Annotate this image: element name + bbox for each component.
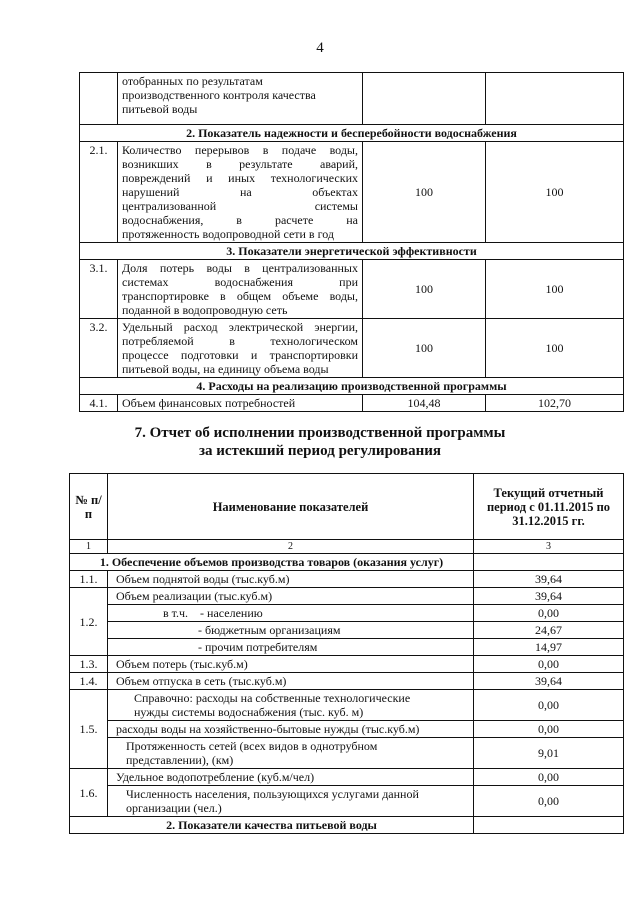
value-cell: 100 xyxy=(486,319,624,378)
value-cell: 100 xyxy=(486,142,624,243)
index-cell: 2 xyxy=(108,540,474,554)
row-number: 4.1. xyxy=(80,395,118,412)
row-number: 1.2. xyxy=(70,588,108,656)
value-cell: 102,70 xyxy=(486,395,624,412)
table-row xyxy=(70,588,624,605)
table-row xyxy=(70,673,624,690)
text-line: централизованной системы xyxy=(122,199,358,213)
page-number: 4 xyxy=(316,40,324,56)
index-cell: 3 xyxy=(474,540,624,554)
title-line: за истекший период регулирования xyxy=(198,443,442,459)
header-period: Текущий отчетный период с 01.11.2015 по 31.12.2015 гг. xyxy=(474,474,624,540)
section-row xyxy=(80,378,624,395)
section-row xyxy=(70,554,624,571)
text-line: системах водоснабжения при xyxy=(122,275,358,289)
value-cell: 0,00 xyxy=(474,769,624,786)
text-line: процессе подготовки и транспортировки xyxy=(122,348,358,362)
section-heading: 4. Расходы на реализацию производственной программы xyxy=(80,378,624,395)
section-row xyxy=(80,125,624,142)
value-cell: 39,64 xyxy=(474,673,624,690)
indicator-name: Объем потерь (тыс.куб.м) xyxy=(108,656,474,673)
table-row xyxy=(70,639,624,656)
table-row xyxy=(70,786,624,817)
row-number: 1.1. xyxy=(70,571,108,588)
indicator-name-cell: Объем финансовых потребностей xyxy=(118,395,363,412)
table-row xyxy=(70,721,624,738)
section-heading: 1. Обеспечение объемов производства товаров (оказания услуг) xyxy=(70,554,474,571)
title-line: 7. Отчет об исполнении производственной программы xyxy=(134,425,506,441)
indicator-name: Объем отпуска в сеть (тыс.куб.м) xyxy=(108,673,474,690)
text-line: водоснабжения, в расчете на xyxy=(122,213,358,227)
value-cell: 0,00 xyxy=(474,786,624,817)
value-cell: 39,64 xyxy=(474,588,624,605)
table-row xyxy=(70,571,624,588)
text-line: потребляемой в технологическом xyxy=(122,334,358,348)
text-line: питьевой воды, на единицу объема воды xyxy=(122,362,329,376)
section-7-title xyxy=(0,424,640,460)
table-row xyxy=(70,690,624,721)
row-number: 2.1. xyxy=(80,142,118,243)
section-row xyxy=(80,243,624,260)
text-line: Количество перерывов в подаче воды, xyxy=(122,143,358,157)
table-row xyxy=(80,260,624,319)
value-cell: 39,64 xyxy=(474,571,624,588)
table-row xyxy=(80,395,624,412)
table-row xyxy=(80,73,624,125)
text-line: производственного контроля качества xyxy=(122,88,316,102)
value-cell: 0,00 xyxy=(474,690,624,721)
table-row xyxy=(70,605,624,622)
index-cell: 1 xyxy=(70,540,108,554)
index-row xyxy=(70,540,624,554)
table-row xyxy=(80,319,624,378)
value-cell: 100 xyxy=(363,319,486,378)
row-number: 3.1. xyxy=(80,260,118,319)
indicator-name: Удельное водопотребление (куб.м/чел) xyxy=(108,769,474,786)
value-cell: 14,97 xyxy=(474,639,624,656)
row-number-cell xyxy=(80,73,118,125)
value-cell: 0,00 xyxy=(474,721,624,738)
indicators-table xyxy=(79,72,624,412)
table-row xyxy=(70,738,624,769)
value-cell: 0,00 xyxy=(474,656,624,673)
text-line: нарушений на объектах xyxy=(122,185,358,199)
text-line: отобранных по результатам xyxy=(122,74,263,88)
table-row xyxy=(70,769,624,786)
indicator-name: Объем реализации (тыс.куб.м) xyxy=(108,588,474,605)
value-cell: 100 xyxy=(486,260,624,319)
value-cell xyxy=(486,73,624,125)
table-row xyxy=(80,142,624,243)
section-heading: 2. Показатель надежности и бесперебойности водоснабжения xyxy=(80,125,624,142)
section-row xyxy=(70,817,624,834)
value-cell xyxy=(474,817,624,834)
value-cell: 100 xyxy=(363,260,486,319)
row-number: 1.3. xyxy=(70,656,108,673)
header-name: Наименование показателей xyxy=(108,474,474,540)
value-cell: 9,01 xyxy=(474,738,624,769)
header-number: № п/п xyxy=(70,474,108,540)
text-line: транспортировке в общем объеме воды, xyxy=(122,289,358,303)
value-cell: 104,48 xyxy=(363,395,486,412)
indicator-name: - прочим потребителям xyxy=(108,639,474,656)
indicator-name: расходы воды на хозяйственно-бытовые нужды (тыс.куб.м) xyxy=(108,721,474,738)
row-number: 1.5. xyxy=(70,690,108,769)
text-line: поданной в водопроводную сеть xyxy=(122,303,288,317)
text-line: протяженность водопроводной сети в год xyxy=(122,227,334,241)
indicator-name-cell xyxy=(118,73,363,125)
row-number: 1.6. xyxy=(70,769,108,817)
indicator-name: Объем поднятой воды (тыс.куб.м) xyxy=(108,571,474,588)
indicator-name: Справочно: расходы на собственные технологические нужды системы водоснабжения (тыс. куб. м) xyxy=(108,690,474,721)
section-heading: 2. Показатели качества питьевой воды xyxy=(70,817,474,834)
value-cell: 0,00 xyxy=(474,605,624,622)
text-line: Удельный расход электрической энергии, xyxy=(122,320,358,334)
text-line: Доля потерь воды в централизованных xyxy=(122,261,358,275)
report-table xyxy=(69,473,624,834)
indicator-name-cell xyxy=(118,142,363,243)
indicator-name: - бюджетным организациям xyxy=(108,622,474,639)
value-cell: 24,67 xyxy=(474,622,624,639)
row-number: 3.2. xyxy=(80,319,118,378)
indicator-name: Протяженность сетей (всех видов в однотрубном представлении), (км) xyxy=(108,738,474,769)
indicator-name-cell xyxy=(118,260,363,319)
table-row xyxy=(70,656,624,673)
text-line: повреждений и иных технологических xyxy=(122,171,358,185)
value-cell xyxy=(363,73,486,125)
text-line: питьевой воды xyxy=(122,102,198,116)
indicator-name: в т.ч. - населению xyxy=(108,605,474,622)
value-cell xyxy=(474,554,624,571)
row-number: 1.4. xyxy=(70,673,108,690)
value-cell: 100 xyxy=(363,142,486,243)
header-row xyxy=(70,474,624,540)
text-line: возникших в результате аварий, xyxy=(122,157,358,171)
section-heading: 3. Показатели энергетической эффективности xyxy=(80,243,624,260)
table-row xyxy=(70,622,624,639)
indicator-name: Численность населения, пользующихся услугами данной организации (чел.) xyxy=(108,786,474,817)
indicator-name-cell xyxy=(118,319,363,378)
